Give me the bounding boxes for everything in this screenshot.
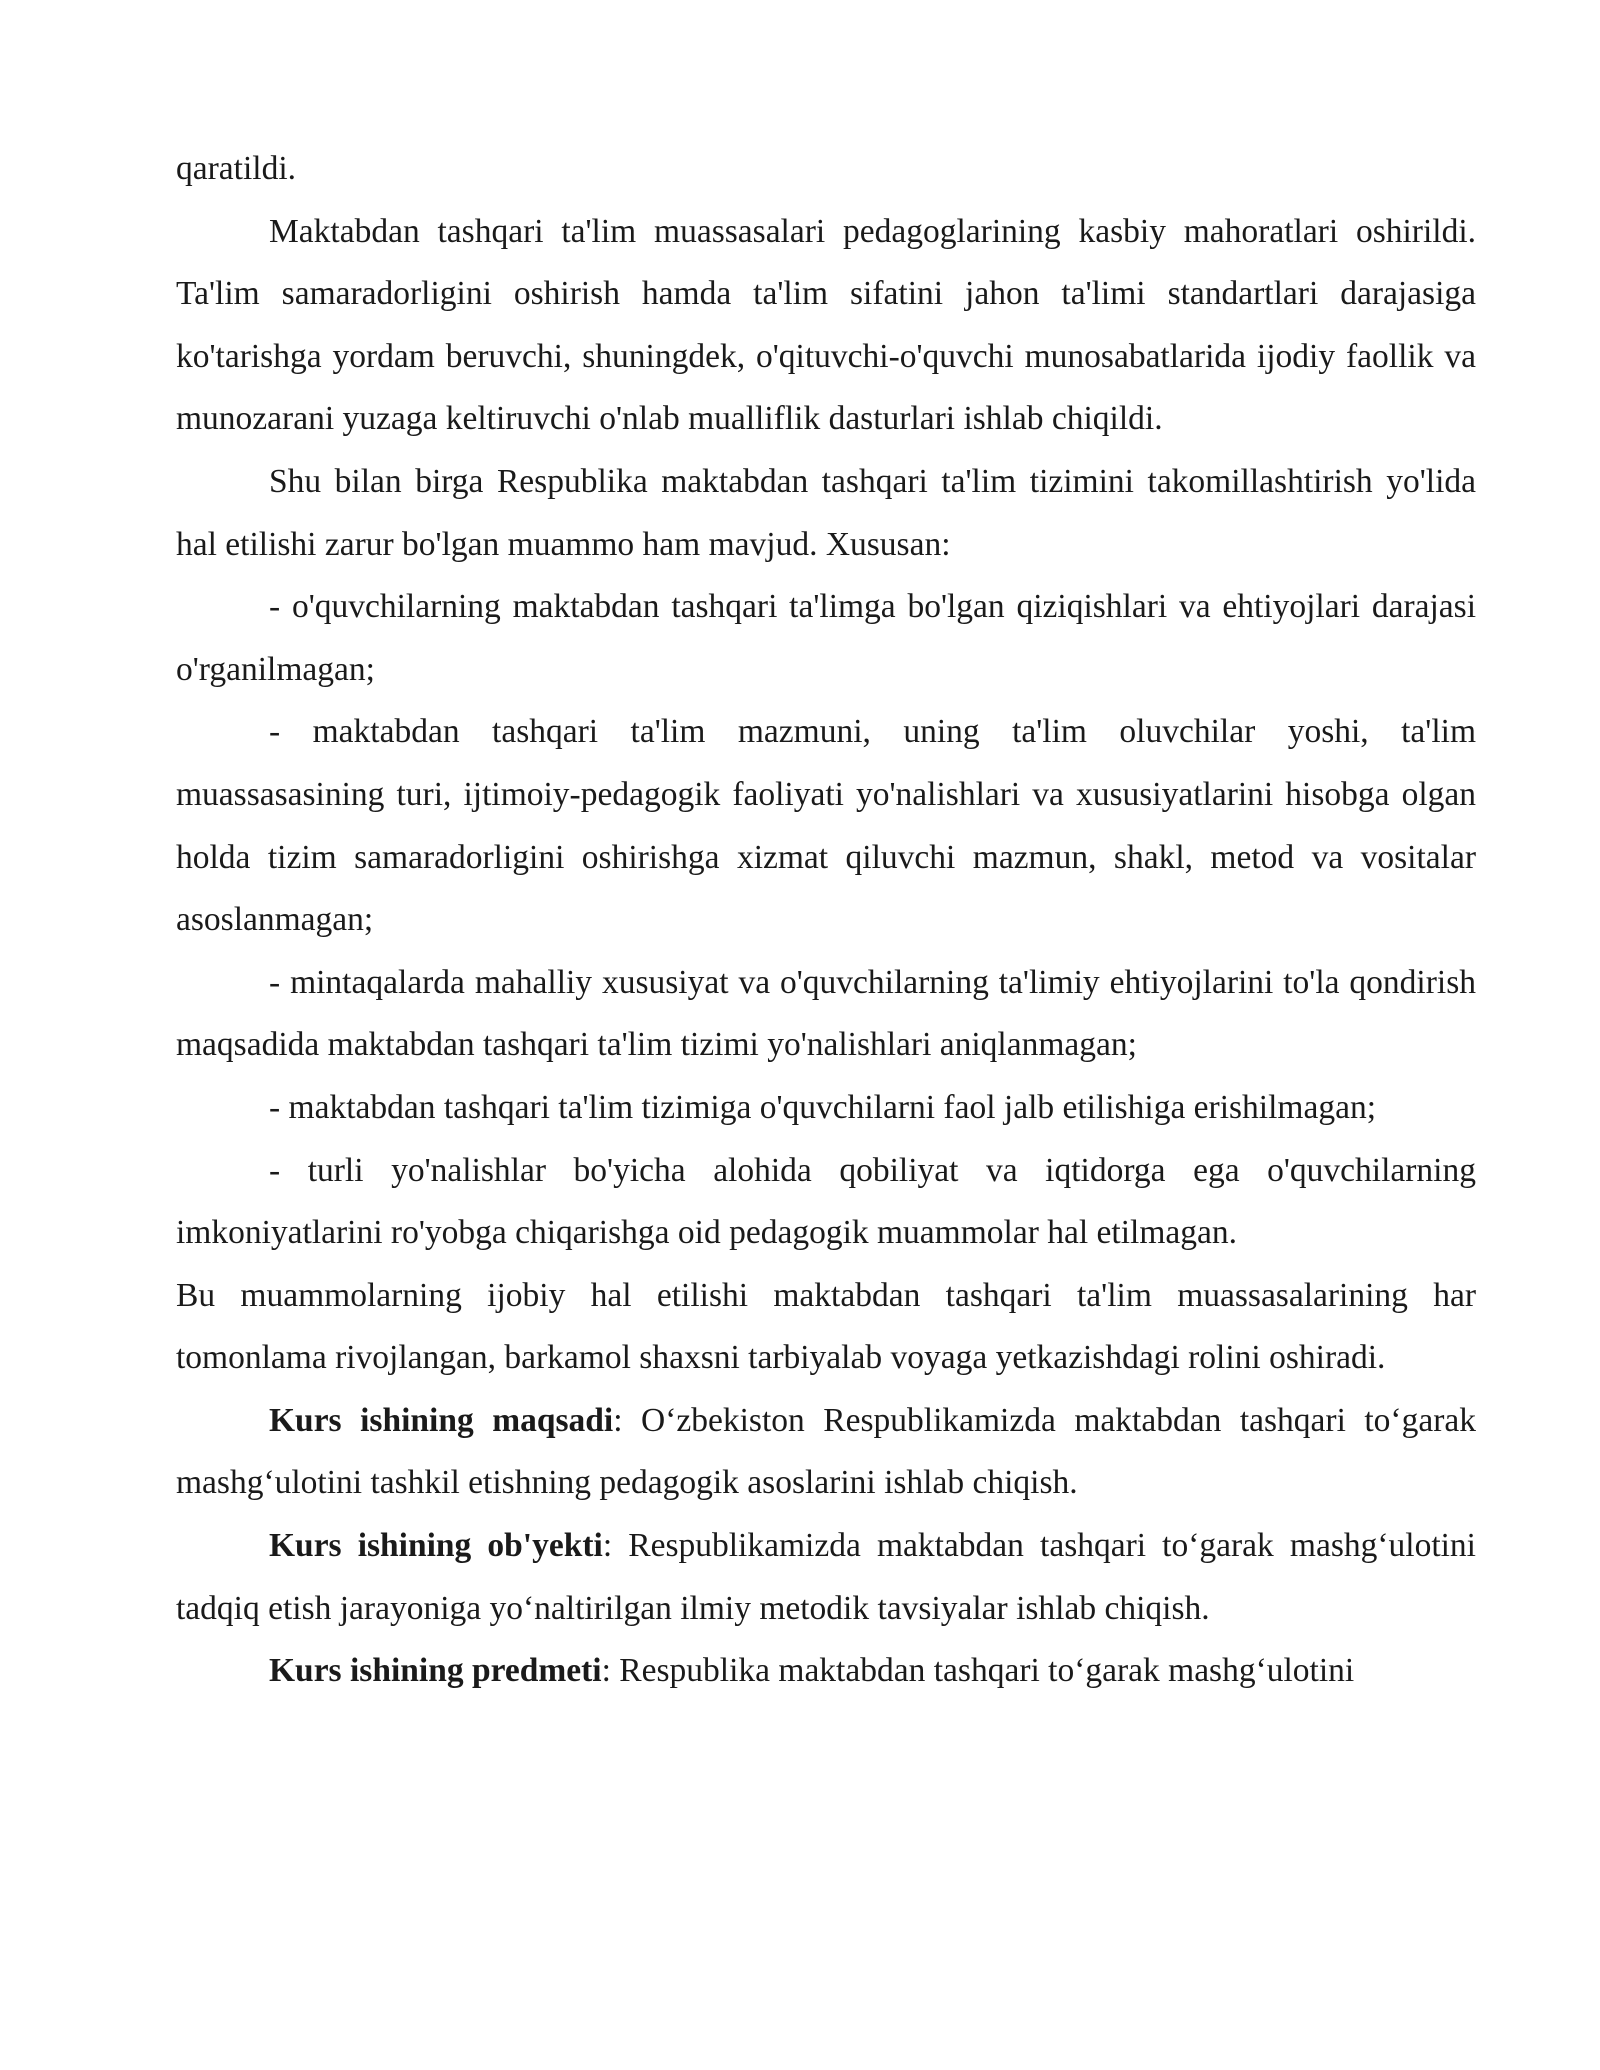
paragraph-object xyxy=(176,1515,1476,1640)
document-page xyxy=(176,138,1476,1703)
goal-label: Kurs ishining maqsadi xyxy=(269,1401,614,1439)
subject-label: Kurs ishining predmeti xyxy=(269,1652,602,1690)
list-item-3: - mintaqalarda mahalliy xususiyat va o'quvchilarning ta'limiy ehtiyojlarini to'la qondirish maqsadida maktabdan tashqari ta'lim tizimi yo'nalishlari aniqlanmagan; xyxy=(176,963,1476,1064)
list-item-5: - turli yo'nalishlar bo'yicha alohida qobiliyat va iqtidorga ega o'quvchilarning imkoniyatlarini ro'yobga chiqarishga oid pedagogik muammolar hal etilmagan. xyxy=(176,1151,1476,1252)
object-text: : Respublikamizda maktabdan tashqari to‘garak mashg‘ulotini tadqiq etish jarayoniga yo‘naltirilgan ilmiy metodik tavsiyalar ishlab chiqish. xyxy=(176,1527,1476,1627)
paragraph-2: Shu bilan birga Respublika maktabdan tashqari ta'lim tizimini takomillashtirish yo'lida hal etilishi zarur bo'lgan muammo ham mavjud. Xususan: xyxy=(176,462,1476,563)
paragraph-goal xyxy=(176,1390,1476,1515)
list-item-1: - o'quvchilarning maktabdan tashqari ta'limga bo'lgan qiziqishlari va ehtiyojlari darajasi o'rganilmagan; xyxy=(176,588,1476,688)
list-item-2: - maktabdan tashqari ta'lim mazmuni, uning ta'lim oluvchilar yoshi, ta'lim muassasasining turi, ijtimoiy-pedagogik faoliyati yo'nalishlari va xususiyatlarini hisobga olgan holda tizim samaradorligini oshirishga xizmat qiluvchi mazmun, shakl, metod va vositalar asoslanmagan; xyxy=(176,713,1476,939)
paragraph-0: qaratildi. xyxy=(176,150,296,187)
paragraph-conclusion: Bu muammolarning ijobiy hal etilishi maktabdan tashqari ta'lim muassasalarining har tomonlama rivojlangan, barkamol shaxsni tarbiyalab voyaga yetkazishdagi rolini oshiradi. xyxy=(176,1276,1476,1377)
subject-text: : Respublika maktabdan tashqari to‘garak mashg‘ulotini xyxy=(601,1652,1355,1690)
object-label: Kurs ishining ob'yekti xyxy=(269,1527,603,1565)
list-item-4: - maktabdan tashqari ta'lim tizimiga o'quvchilarni faol jalb etilishiga erishilmagan; xyxy=(269,1088,1377,1126)
paragraph-1: Maktabdan tashqari ta'lim muassasalari pedagoglarining kasbiy mahoratlari oshirildi. Ta'lim samaradorligini oshirish hamda ta'lim sifatini jahon ta'limi standartlari darajasiga ko'tarishga yordam beruvchi, shuningdek, o'qituvchi-o'quvchi munosabatlarida ijodiy faollik va munozarani yuzaga keltiruvchi o'nlab mualliflik dasturlari ishlab chiqildi. xyxy=(176,212,1476,438)
paragraph-subject xyxy=(176,1640,1476,1703)
goal-text: : O‘zbekiston Respublikamizda maktabdan tashqari to‘garak mashg‘ulotini tashkil etishning pedagogik asoslarini ishlab chiqish. xyxy=(176,1401,1476,1502)
